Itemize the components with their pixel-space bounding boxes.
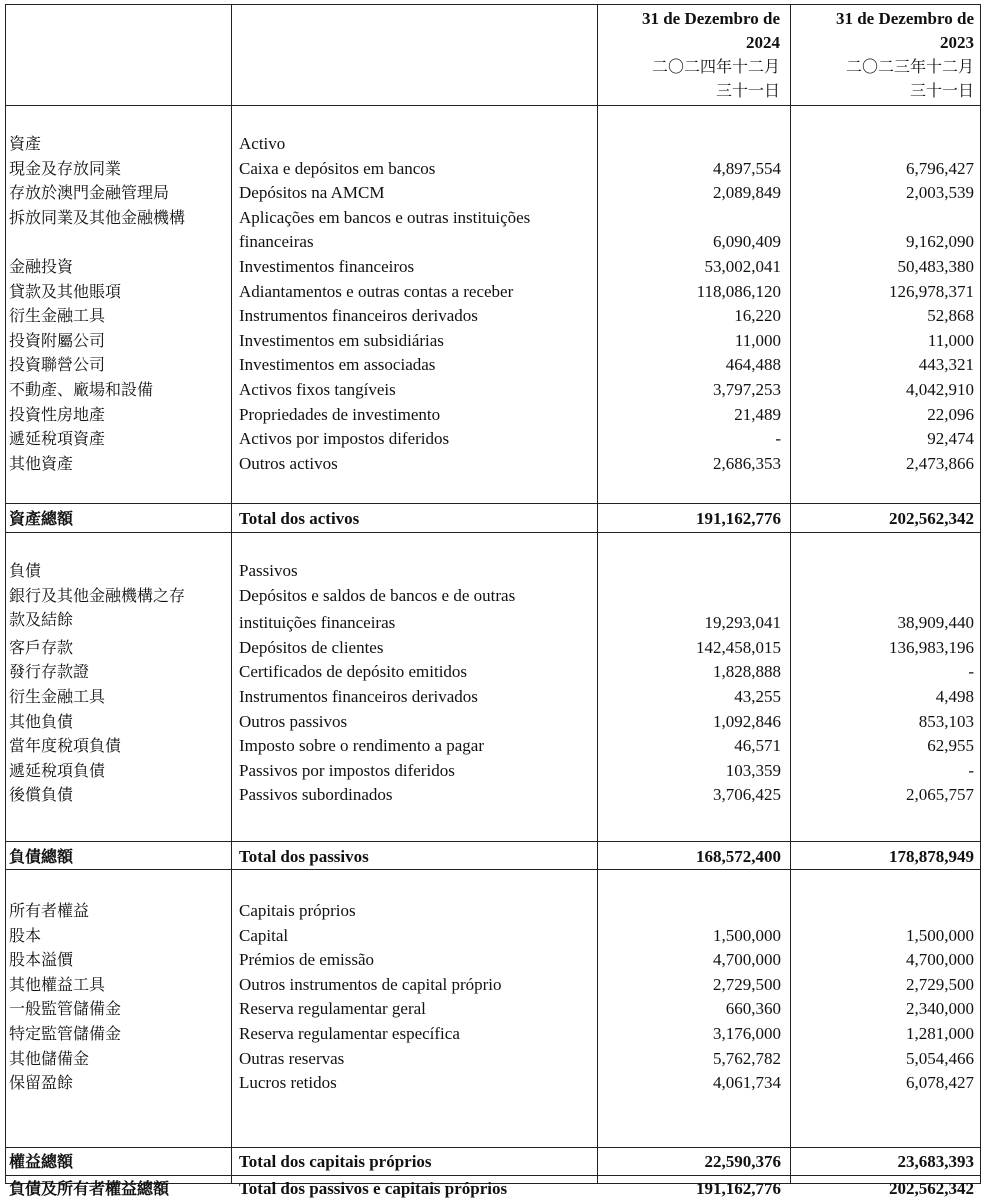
- table-row-value-2024: 1,092,846: [713, 711, 781, 731]
- section-heading-label-zh: 負債: [9, 561, 42, 580]
- header-label-zh: 二〇二四年十二月: [651, 57, 780, 76]
- table-row-value-2024: 19,293,041: [704, 613, 781, 633]
- table-row-label-pt: Outros instrumentos de capital próprio: [239, 974, 502, 994]
- table-row-label-zh: 當年度稅項負債: [9, 736, 122, 756]
- table-row-value-2024: 142,458,015: [696, 637, 781, 657]
- total-row-value-2023: 178,878,949: [889, 847, 974, 866]
- total-row-value-2023: 23,683,393: [897, 1152, 974, 1171]
- table-row-label-pt: Depósitos e saldos de bancos e de outras: [239, 585, 516, 605]
- header-rule: [6, 105, 980, 106]
- total-row-value-2024: 191,162,776: [696, 509, 781, 528]
- table-row-value-2024: 3,176,000: [713, 1024, 781, 1043]
- total-row-label-zh: 負債及所有者權益總額: [9, 1179, 170, 1198]
- table-row-label-pt: Imposto sobre o rendimento a pagar: [239, 736, 485, 756]
- table-row-label-pt: Instrumentos financeiros derivados: [239, 687, 478, 706]
- total-row-value-2024: 168,572,400: [696, 847, 781, 866]
- table-row-value-2023: -: [968, 760, 974, 780]
- table-row-value-2023: 22,096: [927, 404, 974, 424]
- table-row-label-zh: 拆放同業及其他金融機構: [9, 207, 186, 227]
- table-row-label-zh: 投資聯營公司: [9, 355, 106, 375]
- table-row-label-pt: Reserva regulamentar específica: [239, 1024, 460, 1043]
- table-row-value-2024: 21,489: [734, 404, 781, 424]
- table-row-value-2024: -: [775, 429, 781, 449]
- table-row-value-2023: 11,000: [927, 330, 974, 350]
- table-row-label-pt: Instrumentos financeiros derivados: [239, 306, 478, 326]
- table-row-label-zh: 特定監管儲備金: [9, 1024, 122, 1043]
- total-row-value-2023: 202,562,342: [889, 509, 974, 528]
- table-row-value-2024: 464,488: [725, 355, 781, 375]
- table-row-label-zh: 其他儲備金: [9, 1048, 90, 1068]
- table-row-value-2024: 3,797,253: [713, 380, 781, 399]
- table-row-value-2023: 52,868: [927, 306, 974, 326]
- table-row-value-2023: 2,340,000: [906, 999, 974, 1019]
- section-heading-label-zh: 資產: [9, 134, 42, 153]
- table-row-value-2023: 4,700,000: [906, 950, 974, 970]
- table-row-label-pt: Outros passivos: [239, 711, 348, 731]
- section-heading-label-pt: Activo: [239, 134, 286, 153]
- total-row-label-pt: Total dos capitais próprios: [239, 1152, 432, 1171]
- column-header-2023: [794, 7, 974, 103]
- table-row-value-2023: 853,103: [918, 711, 974, 731]
- table-row-value-2024: 11,000: [734, 330, 781, 350]
- table-row-label-zh: 不動產、廠場和設備: [9, 380, 154, 399]
- table-row-value-2023: -: [968, 662, 974, 682]
- table-row-label-zh: 銀行及其他金融機構之存: [9, 585, 186, 605]
- table-row-value-2023: 50,483,380: [897, 257, 974, 276]
- table-row-value-2023: 136,983,196: [889, 637, 974, 657]
- table-row-value-2023: 4,498: [935, 687, 974, 706]
- table-row-label-pt: Caixa e depósitos em bancos: [239, 158, 436, 178]
- table-row-value-2024: 53,002,041: [704, 257, 781, 276]
- table-row-label-zh: 股本溢價: [9, 950, 74, 970]
- table-row-value-2023: 62,955: [927, 736, 974, 756]
- table-row-label-pt: Prémios de emissão: [239, 950, 375, 970]
- table-row-label-zh: 投資附屬公司: [9, 330, 106, 350]
- table-row-value-2023: 6,078,427: [906, 1073, 974, 1093]
- rule: [6, 532, 980, 533]
- table-row-value-2023: 9,162,090: [906, 232, 974, 252]
- table-row-value-2023: 2,003,539: [906, 183, 974, 203]
- table-row-value-2024: 1,828,888: [713, 662, 781, 682]
- table-row-value-2023: 92,474: [927, 429, 974, 449]
- header-label-zh: 三十一日: [715, 81, 780, 100]
- table-row-label-pt: Adiantamentos e outras contas a receber: [239, 281, 514, 301]
- table-row-value-2024: 2,686,353: [713, 453, 781, 473]
- table-row-label-zh: 其他權益工具: [9, 974, 106, 994]
- total-row-label-zh: 權益總額: [9, 1152, 74, 1171]
- table-row-value-2023: 5,054,466: [906, 1048, 974, 1068]
- rule: [6, 1147, 980, 1148]
- table-row-value-2023: 1,500,000: [906, 925, 974, 945]
- table-row-label-zh: 股本: [9, 925, 42, 945]
- column-divider: [597, 5, 598, 1183]
- table-row-value-2024: 2,729,500: [713, 974, 781, 994]
- section-heading-label-zh: 所有者權益: [9, 901, 90, 920]
- total-row-value-2023: 202,562,342: [889, 1179, 974, 1198]
- table-row-label-pt: Activos por impostos diferidos: [239, 429, 450, 449]
- table-row-value-2024: 1,500,000: [713, 925, 781, 945]
- table-row-label-zh: 後償負債: [9, 785, 74, 805]
- table-row-label-zh: 發行存款證: [9, 662, 90, 682]
- table-row-value-2024: 46,571: [734, 736, 781, 756]
- table-row-label-zh: 投資性房地產: [9, 404, 106, 424]
- table-row-label-pt: instituições financeiras: [239, 613, 396, 633]
- table-row-label-pt: Reserva regulamentar geral: [239, 999, 426, 1019]
- table-row-value-2023: 38,909,440: [897, 613, 974, 633]
- table-row-value-2024: 16,220: [734, 306, 781, 326]
- column-divider: [790, 5, 791, 1183]
- total-row-label-pt: Total dos activos: [239, 509, 360, 528]
- table-row-value-2024: 118,086,120: [696, 281, 781, 301]
- table-row-label-pt: Certificados de depósito emitidos: [239, 662, 468, 682]
- total-row-value-2024: 22,590,376: [704, 1152, 781, 1171]
- table-row-label-pt: Investimentos em associadas: [239, 355, 436, 375]
- table-row-value-2024: 3,706,425: [713, 785, 781, 805]
- header-label: 31 de Dezembro de: [835, 9, 974, 28]
- table-row-label-zh: 遞延稅項負債: [9, 760, 106, 780]
- table-row-value-2023: 6,796,427: [906, 158, 974, 178]
- table-row-value-2023: 2,473,866: [906, 453, 974, 473]
- total-row-value-2024: 191,162,776: [696, 1179, 781, 1198]
- table-row-value-2024: 2,089,849: [713, 183, 781, 203]
- rule: [6, 503, 980, 504]
- total-row-label-zh: 負債總額: [9, 847, 74, 866]
- table-row-label-pt: Aplicações em bancos e outras instituições: [239, 207, 531, 227]
- table-row-value-2024: 6,090,409: [713, 232, 781, 252]
- header-label: 31 de Dezembro de: [641, 9, 780, 28]
- table-row-value-2023: 126,978,371: [889, 281, 974, 301]
- header-year: 2024: [746, 33, 780, 52]
- table-row-label-pt: Investimentos financeiros: [239, 257, 415, 276]
- table-row-label-pt: Capital: [239, 925, 289, 945]
- table-row-label-pt: Propriedades de investimento: [239, 404, 441, 424]
- table-row-label-zh: 其他負債: [9, 711, 74, 731]
- table-row-label-pt: Lucros retidos: [239, 1073, 337, 1093]
- table-row-value-2024: 4,897,554: [713, 158, 781, 178]
- table-row-value-2023: 2,065,757: [906, 785, 974, 805]
- table-row-label-zh: 貸款及其他賬項: [9, 281, 122, 301]
- rule: [6, 869, 980, 870]
- table-row-value-2023: 443,321: [918, 355, 974, 375]
- table-row-value-2024: 4,061,734: [713, 1073, 781, 1093]
- rule: [6, 841, 980, 842]
- table-row-label-pt: Investimentos em subsidiárias: [239, 330, 444, 350]
- table-row-value-2023: 4,042,910: [906, 380, 974, 399]
- table-row-label-pt: Activos fixos tangíveis: [239, 380, 396, 399]
- table-row-label-pt: Depósitos de clientes: [239, 637, 384, 657]
- table-row-label-zh: 現金及存放同業: [9, 158, 122, 178]
- table-row-label-zh: 衍生金融工具: [9, 687, 106, 706]
- section-heading-label-pt: Capitais próprios: [239, 901, 356, 920]
- table-row-value-2024: 660,360: [725, 999, 781, 1019]
- table-row-label-zh: 其他資產: [9, 453, 74, 473]
- total-row-label-pt: Total dos passivos: [239, 847, 369, 866]
- balance-sheet-table: [5, 4, 981, 1198]
- table-row-label-zh: 存放於澳門金融管理局: [9, 183, 170, 203]
- rule: [6, 1175, 980, 1176]
- table-row-value-2024: 5,762,782: [713, 1048, 781, 1068]
- table-row-label-zh: 金融投資: [9, 257, 74, 276]
- table-row-label-pt: Passivos subordinados: [239, 785, 393, 805]
- table-row-value-2023: 2,729,500: [906, 974, 974, 994]
- table-row-label-zh: 客戶存款: [9, 637, 74, 657]
- table-row-label-zh: 衍生金融工具: [9, 306, 106, 326]
- column-header-2024: [600, 7, 780, 103]
- table-row-value-2024: 43,255: [734, 687, 781, 706]
- table-row-label-pt: Passivos por impostos diferidos: [239, 760, 455, 780]
- table-row-label-zh: 款及結餘: [9, 610, 74, 630]
- table-row-value-2023: 1,281,000: [906, 1024, 974, 1043]
- table-row-label-pt: financeiras: [239, 232, 314, 252]
- section-heading-label-pt: Passivos: [239, 561, 298, 580]
- table-row-label-zh: 遞延稅項資產: [9, 429, 106, 449]
- total-row-label-zh: 資產總額: [9, 509, 74, 528]
- total-row-label-pt: Total dos passivos e capitais próprios: [239, 1179, 508, 1198]
- table-row-value-2024: 103,359: [725, 760, 781, 780]
- table-row-label-pt: Outros activos: [239, 453, 338, 473]
- table-row-label-zh: 保留盈餘: [9, 1073, 74, 1093]
- table-row-label-pt: Outras reservas: [239, 1048, 345, 1068]
- header-label-zh: 三十一日: [909, 81, 974, 100]
- table-row-value-2024: 4,700,000: [713, 950, 781, 970]
- header-label-zh: 二〇二三年十二月: [845, 57, 974, 76]
- table-row-label-zh: 一般監管儲備金: [9, 999, 122, 1019]
- table-row-label-pt: Depósitos na AMCM: [239, 183, 385, 203]
- header-year: 2023: [940, 33, 974, 52]
